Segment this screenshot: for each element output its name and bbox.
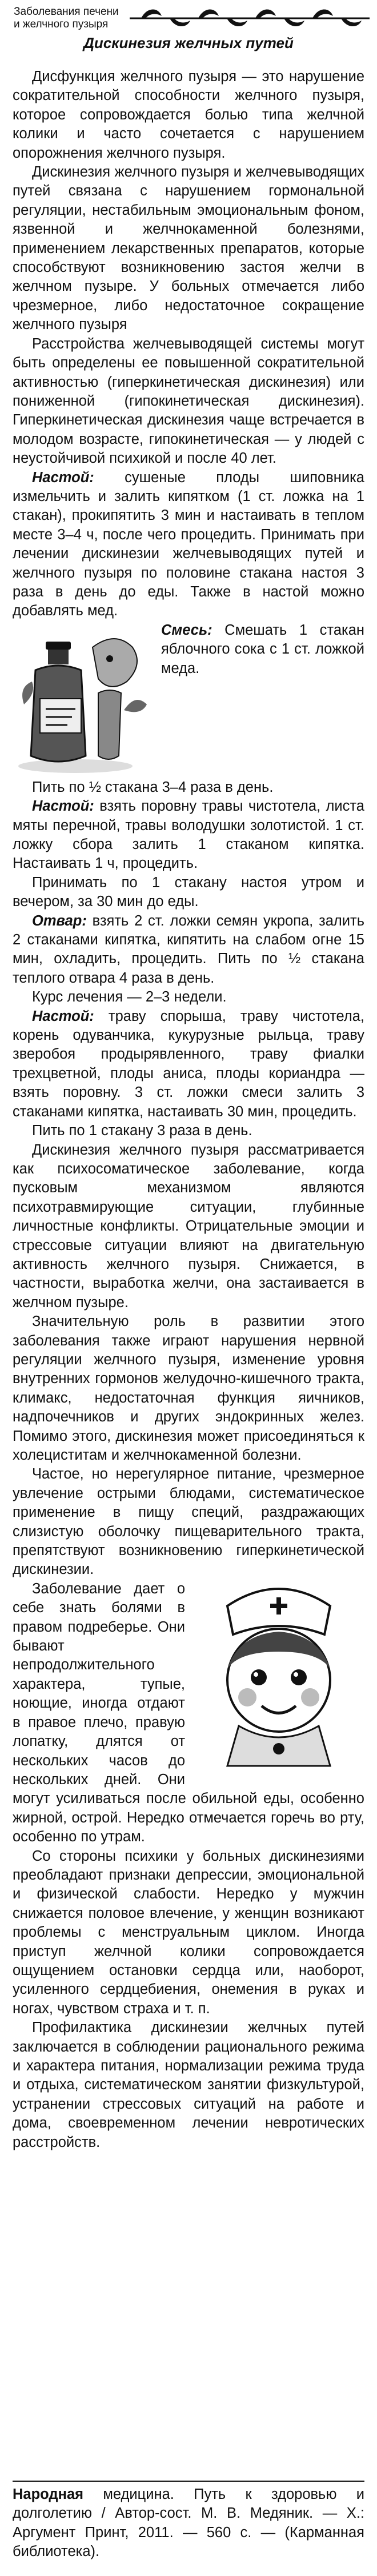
recipe-label: Отвар: — [32, 912, 87, 929]
citation-title: Народная — [13, 2486, 84, 2502]
recipe-text: Смешать 1 стакан яблочного сока с 1 ст. ложкой меда. — [161, 622, 364, 676]
paragraph: Дискинезия желчного пузыря и желчевыводящих путей связана с нарушением гормональной регуляции, нестабильным эмоциональным фоном, язвенной и желчнокаменной болезнями, применением лекарственных препаратов, которые способствуют возникновению застоя желчи в желчном пузыре. У больных отмечается либо чрезмерное, либо недостаточное сокращение желчного пузыря — [13, 164, 364, 333]
recipe-text: взять поровну травы чистотела, листа мяты перечной, травы володушки золотистой. 1 ст. ложку сбора залить 1 стаканом кипятка. Настаивать 1 ч, процедить. — [13, 798, 364, 872]
doll-doctor-illustration — [193, 1583, 364, 1772]
recipe-label: Настой: — [32, 1008, 94, 1024]
paragraph: Дисфункция желчного пузыря — это нарушение сократительной способности желчного пузыря, которое сопровождается болью типа желчной колики и часто сочетается с нарушением опорожнения желчного пузыря. — [13, 69, 364, 161]
paragraph: Дискинезия желчного пузыря рассматривается как психосоматическое заболевание, когда пусковым механизмом являются психотравмирующие ситуации, глубинные личностные конфликты. Отрицательные эмоции и стрессовые ситуации влияют на двигательную активность желчного пузыря. Снижается, в частности, выработка желчи, она застаивается в желчном пузыре. — [13, 1141, 364, 1311]
paragraph: Со стороны психики у больных дискинезиями преобладают признаки депрессии, эмоциональной и физической слабости. Нередко у мужчин снижается половое влечение, у женщин возникают проблемы с менструальным циклом. Иногда приступ желчной колики сопровождается ощущением остановки сердца или, наоборот, усиленного сердцебиения, онемения в руках и ногах, чувством страха и т. п. — [13, 1848, 364, 2017]
recipe-rosehip — [13, 468, 364, 621]
recipe-celandine — [13, 797, 364, 874]
paragraph: Расстройства желчевыводящей системы могут быть определены ее повышенной сократительной активностью (гиперкинетическая дискинезия) или пониженной (гипокинетическая дискинезия). Гиперкинетическая дискинезия чаще встречается в молодом возрасте, гипокинетическая — у людей с неустойчивой психикой и после 40 лет. — [13, 335, 364, 467]
section-label-line-1: Заболевания печени — [14, 6, 119, 18]
paragraph: Частое, но нерегулярное питание, чрезмерное увлечение острыми блюдами, систематическое применение в пищу специй, раздражающих слизистую оболочку пищеварительного тракта, препятствуют возникновению гиперкинетической дискинезии. — [13, 1466, 364, 1578]
recipe-label: Настой: — [32, 798, 94, 815]
recipe-label: Смесь: — [161, 622, 212, 638]
recipe-dose: Принимать по 1 стакану настоя утром и вечером, за 30 мин до еды. — [13, 874, 364, 910]
recipe-course: Курс лечения — 2–3 недели. — [32, 989, 227, 1005]
citation-text: медицина. Путь к здоровью и долголетию / Автор-сост. М. В. Медяник. — Х.: Аргумент Принт, 2011. — 560 с. — (Карманная библиотека). — [13, 2486, 364, 2560]
section-label — [14, 6, 119, 31]
recipe-dill — [13, 912, 364, 988]
recipe-herbal-mix — [13, 1007, 364, 1121]
recipe-text: сушеные плоды шиповника измельчить и залить кипятком (1 ст. ложка на 1 стакан), прокипятить 3 мин и настаивать в теплом месте 3–4 ч, после чего процедить. Принимать при лечении дискинезии желчевыводящих путей и желчного пузыря по половине стакана настоя 3 раза в день до еды. Также в настой можно добавлять мед. — [13, 469, 364, 619]
recipe-text: траву спорыша, траву чистотела, корень одуванчика, кукурузные рыльца, траву зверобоя продырявленного, траву фиалки трехцветной, плоды аниса, плоды кориандра — взять поровну. 3 ст. ложки смеси залить 3 стаканами кипятка, настаивать 30 мин, процедить. — [13, 1008, 364, 1120]
recipe-dose: Пить по 1 стакану 3 раза в день. — [32, 1123, 252, 1139]
page-header — [13, 0, 364, 63]
recipe-text: взять 2 ст. ложки семян укропа, залить 2 стаканами кипятка, кипятить на слабом огне 15 мин, охладить, процедить. Пить по ½ стакана теплого отвара 4 раза в день. — [13, 912, 364, 986]
herbal-bottle-illustration — [13, 624, 155, 776]
article-body — [13, 67, 364, 2152]
paragraph: Заболевание дает о себе знать болями в правом подреберье. Они бывают непродолжительного характера, тупые, ноющие, иногда отдают в правое плечо, правую лопатку, длятся от нескольких часов до нескольких дней. Они могут усиливаться после обильной еды, особенно жирной, острой. Нередко отмечается горечь во рту, особенно по утрам. — [13, 1580, 364, 1845]
recipe-dose: Пить по ½ стакана 3–4 раза в день. — [32, 779, 274, 795]
paragraph: Профилактика дискинезии желчных путей заключается в соблюдении рационального режима и характера питания, нормализации режима труда и отдыха, систематическом занятии физкультурой, устранении стрессовых ситуаций на работе и дома, своевременном лечении невротических расстройств. — [13, 2020, 364, 2150]
paragraph: Значительную роль в развитии этого заболевания также играют нарушения нервной регуляции желчного пузыря, изменение уровня внутренних гормонов желудочно-кишечного тракта, климакс, недостаточная функция яичников, надпочечников и других эндокринных желез. Помимо этого, дискинезия может присоединяться к холециститам и желчнокаменной болезни. — [13, 1313, 364, 1463]
source-citation — [13, 2481, 364, 2562]
section-label-line-2: и желчного пузыря — [14, 18, 109, 30]
recipe-label: Настой: — [32, 469, 94, 486]
page-title: Дискинезия желчных путей — [83, 34, 294, 51]
floral-ornament-icon — [130, 3, 370, 31]
